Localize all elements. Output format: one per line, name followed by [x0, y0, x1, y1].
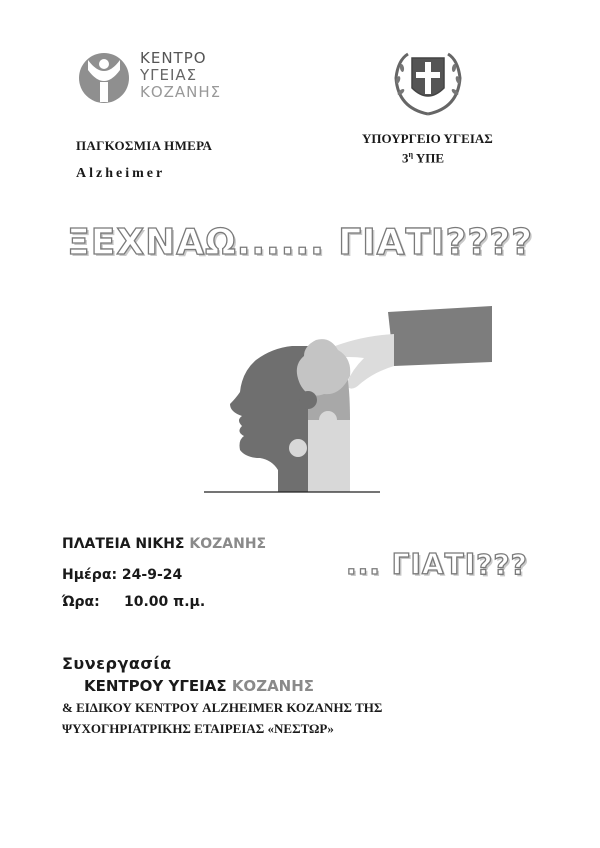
event-date: Ημέρα: 24-9-24: [62, 567, 183, 583]
location-main: ΠΛΑΤΕΙΑ ΝΙΚΗΣ: [62, 536, 190, 552]
region-superscript: η: [408, 150, 414, 159]
region-number: 3: [402, 150, 409, 166]
partner-1-main: ΚΕΝΤΡΟΥ ΥΓΕΙΑΣ: [84, 677, 232, 695]
logo-text-line3: ΚΟΖΑΝΗΣ: [140, 83, 222, 101]
event-subtitle: Alzheimer: [76, 166, 166, 181]
ministry-name: ΥΠΟΥΡΓΕΙΟ ΥΓΕΙΑΣ: [362, 131, 493, 146]
event-title: ΠΑΓΚΟΣΜΙΑ ΗΜΕΡΑ: [76, 138, 213, 153]
side-question: ... ΓΙΑΤΙ???: [346, 548, 528, 581]
logo-text-line2: ΥΓΕΙΑΣ: [140, 66, 198, 84]
health-region: [402, 150, 444, 166]
region-suffix: ΥΠΕ: [413, 150, 444, 166]
logo-text-line1: ΚΕΝΤΡΟ: [140, 49, 207, 67]
puzzle-head-illustration-icon: [200, 300, 500, 500]
location-city: ΚΟΖΑΝΗΣ: [189, 536, 267, 552]
headline: ΞΕΧΝΑΩ...... ΓΙΑΤΙ????: [67, 222, 533, 263]
greek-emblem-icon: [388, 48, 468, 118]
partner-1-city: ΚΟΖΑΝΗΣ: [231, 677, 315, 695]
health-center-logo-icon: [78, 52, 130, 104]
collaboration-partner-2-line2: ΨΥΧΟΓΗΡΙΑΤΡΙΚΗΣ ΕΤΑΙΡΕΙΑΣ «ΝΕΣΤΩΡ»: [62, 721, 334, 736]
collaboration-partner-1: [84, 677, 314, 695]
event-time-value: 10.00 π.μ.: [124, 594, 206, 610]
collaboration-title: Συνεργασία: [62, 654, 172, 673]
event-time-label: Ώρα:: [62, 594, 100, 610]
collaboration-partner-2-line1: & ΕΙΔΙΚΟΥ ΚΕΝΤΡΟΥ ALZHEIMER ΚΟΖΑΝΗΣ ΤΗΣ: [62, 700, 383, 715]
event-location: [62, 536, 266, 552]
